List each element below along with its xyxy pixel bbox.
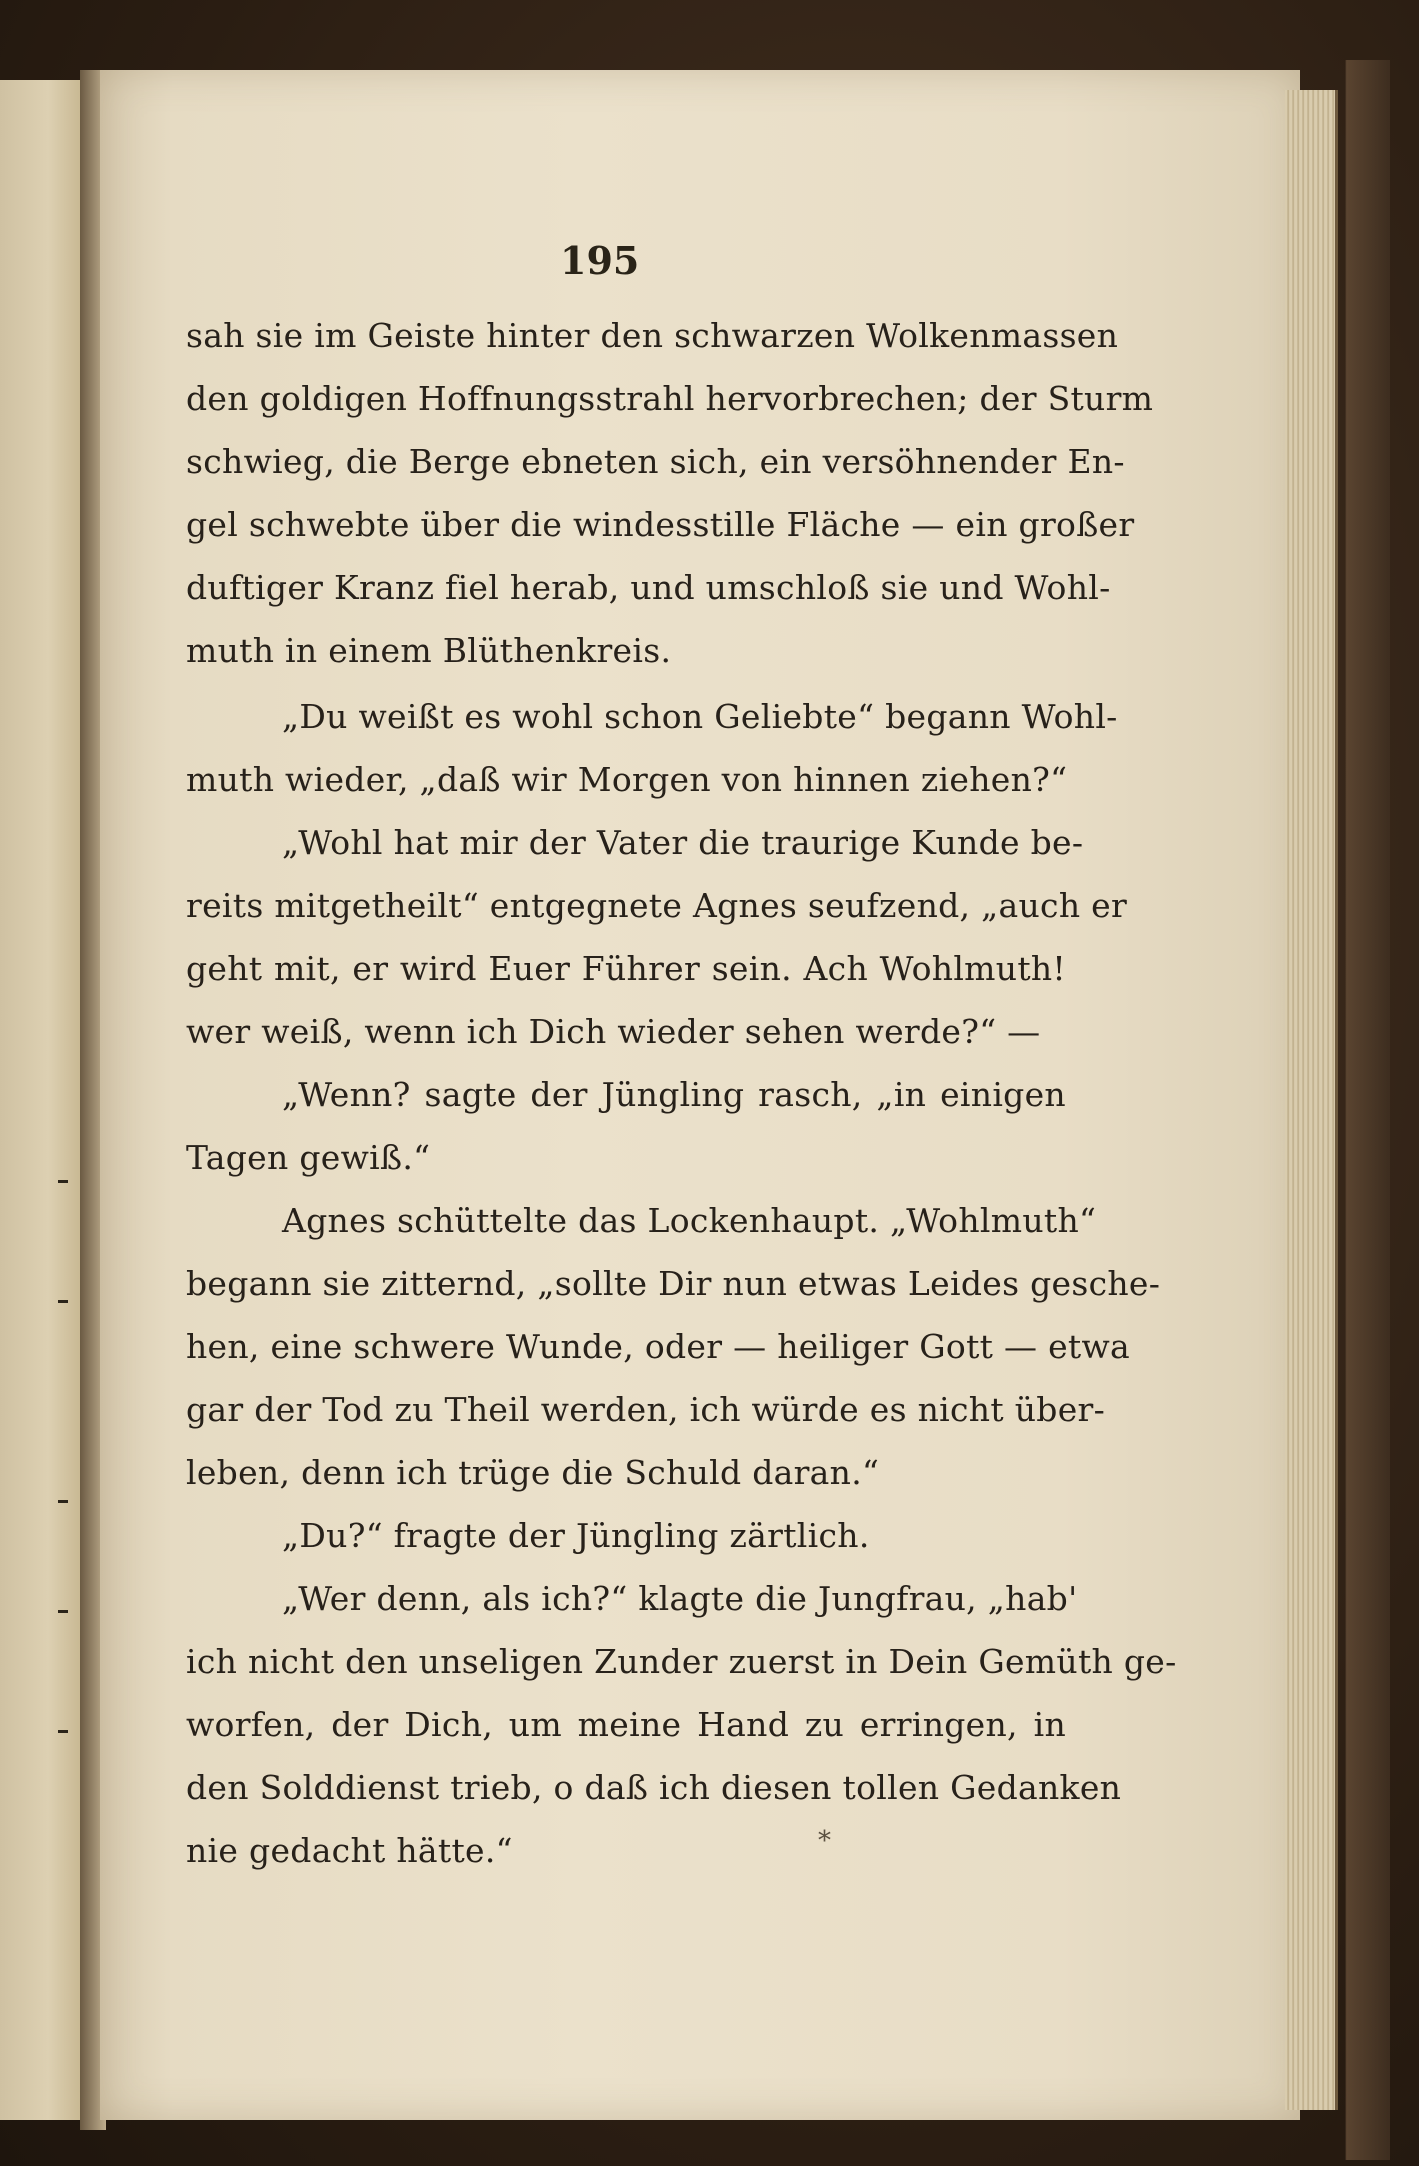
text-line: sah sie im Geiste hinter den schwarzen Wolkenmassen xyxy=(186,316,1119,355)
text-line: hen, eine schwere Wunde, oder — heiliger Gott — etwa xyxy=(186,1327,1131,1366)
text-line: „Du?“ fragte der Jüngling zärtlich. xyxy=(282,1516,870,1555)
ink-mark xyxy=(58,1730,68,1733)
text-line: nie gedacht hätte.“ xyxy=(186,1831,513,1870)
ink-mark xyxy=(58,1180,68,1183)
text-line: muth in einem Blüthenkreis. xyxy=(186,631,672,670)
text-line: reits mitgetheilt“ entgegnete Agnes seufzend, „auch er xyxy=(186,886,1128,925)
text-line: duftiger Kranz fiel herab, und umschloß sie und Wohl- xyxy=(186,568,1111,607)
text-line: leben, denn ich trüge die Schuld daran.“ xyxy=(186,1453,880,1492)
previous-page-edge xyxy=(0,80,82,2120)
text-line: geht mit, er wird Euer Führer sein. Ach Wohlmuth! xyxy=(186,949,1066,988)
text-line: „Du weißt es wohl schon Geliebte“ begann Wohl- xyxy=(282,697,1118,736)
text-line: muth wieder, „daß wir Morgen von hinnen ziehen?“ xyxy=(186,760,1068,799)
text-line: „Wohl hat mir der Vater die traurige Kunde be- xyxy=(282,823,1084,862)
text-line: „Wenn? sagte der Jüngling rasch, „in einigen xyxy=(282,1075,1066,1114)
text-line: Agnes schüttelte das Lockenhaupt. „Wohlmuth“ xyxy=(282,1201,1097,1240)
text-line: gel schwebte über die windesstille Fläche — ein großer xyxy=(186,505,1135,544)
text-line: den Solddienst trieb, o daß ich diesen tollen Gedanken xyxy=(186,1768,1122,1807)
text-line: „Wer denn, als ich?“ klagte die Jungfrau, „hab' xyxy=(282,1579,1078,1618)
page-stack-edges xyxy=(1285,90,1338,2110)
text-line: den goldigen Hoffnungsstrahl hervorbrechen; der Sturm xyxy=(186,379,1154,418)
text-line: schwieg, die Berge ebneten sich, ein versöhnender En- xyxy=(186,442,1125,481)
ink-mark xyxy=(58,1500,68,1503)
ink-mark xyxy=(58,1300,68,1303)
text-line: worfen, der Dich, um meine Hand zu erringen, in xyxy=(186,1705,1066,1744)
ink-mark xyxy=(58,1610,68,1613)
text-line: Tagen gewiß.“ xyxy=(186,1138,431,1177)
text-line: ich nicht den unseligen Zunder zuerst in Dein Gemüth ge- xyxy=(186,1642,1177,1681)
asterisk-mark: * xyxy=(818,1826,831,1856)
page-number: 195 xyxy=(560,238,640,283)
text-line: gar der Tod zu Theil werden, ich würde es nicht über- xyxy=(186,1390,1106,1429)
text-line: wer weiß, wenn ich Dich wieder sehen werde?“ — xyxy=(186,1012,1041,1051)
text-line: begann sie zitternd, „sollte Dir nun etwas Leides gesche- xyxy=(186,1264,1161,1303)
